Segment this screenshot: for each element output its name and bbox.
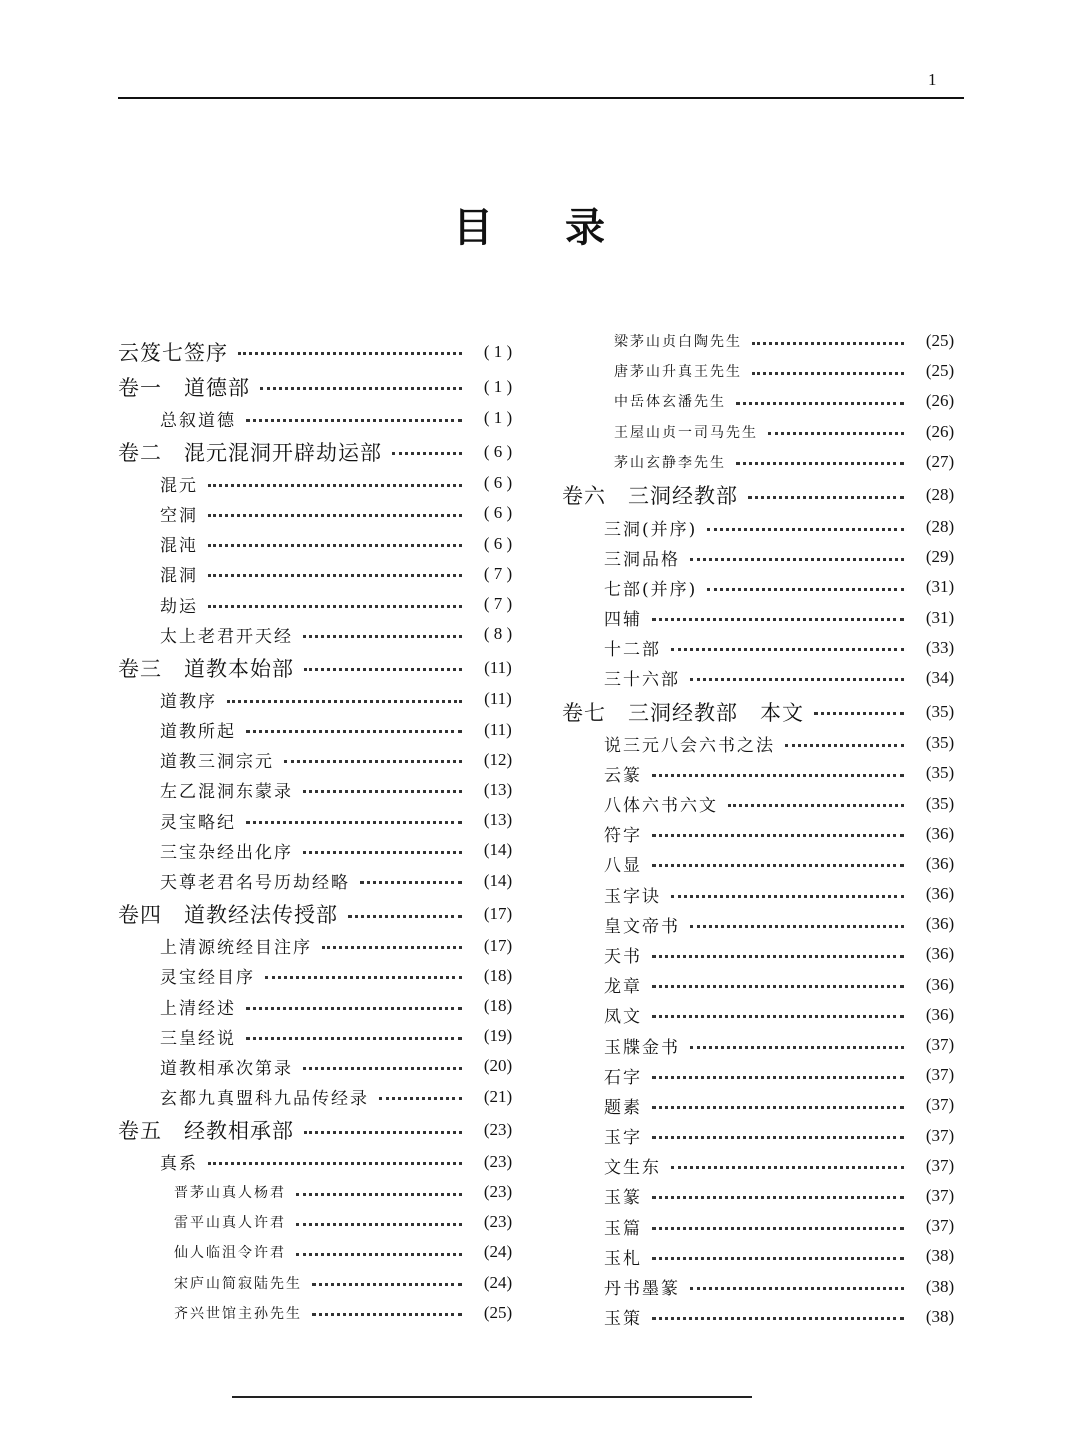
dot-leader [312,1313,462,1316]
toc-entry[interactable] [562,603,966,633]
dot-leader [304,1131,462,1134]
dot-leader [304,668,462,671]
toc-entry-page: (36) [925,1004,955,1024]
toc-entry-page: ( 6 ) [483,533,513,553]
dot-leader [652,1227,904,1230]
toc-entry-label: 宋庐山简寂陆先生 [174,1275,302,1292]
toc-entry-page: (29) [925,547,955,567]
toc-entry-label: 卷六 三洞经教部 [562,484,738,509]
toc-entry-label: 玉篇 [604,1218,642,1239]
toc-entry-label: 八显 [604,856,642,877]
toc-entry-page: ( 7 ) [483,594,513,614]
toc-entry[interactable] [562,1271,966,1301]
toc-entry-label: 混元 [160,475,198,496]
toc-entry-page: (25) [925,331,955,351]
toc-entry[interactable] [562,819,966,849]
toc-entry-label: 左乙混洞东蒙录 [160,782,293,803]
dot-leader [690,678,904,681]
dot-leader [284,760,462,763]
toc-section-entry[interactable] [118,333,524,368]
dot-leader [652,834,904,837]
dot-leader [652,774,904,777]
dot-leader [814,712,904,715]
toc-entry-label: 卷五 经教相承部 [118,1119,294,1144]
toc-entry[interactable] [562,1060,966,1090]
toc-entry[interactable] [562,970,966,1000]
toc-entry-page: (35) [925,763,955,783]
toc-entry-page: (17) [483,904,513,924]
toc-entry-page: (21) [483,1086,513,1106]
toc-entry[interactable] [562,663,966,693]
toc-entry-label: 玉牒金书 [604,1037,680,1058]
dot-leader [748,496,904,499]
toc-entry[interactable] [118,1051,524,1081]
toc-entry-page: (35) [925,793,955,813]
toc-entry-label: 晋茅山真人杨君 [174,1185,286,1202]
toc-entry-label: 石字 [604,1067,642,1088]
toc-entry-label: 仙人临沮令许君 [174,1245,286,1262]
toc-entry-label: 四辅 [604,610,642,631]
toc-entry-label: 云笈七签序 [118,340,228,365]
toc-entry-label: 文生东 [604,1158,661,1179]
toc-entry-page: (31) [925,577,955,597]
toc-entry[interactable] [562,1181,966,1211]
dot-leader [690,925,904,928]
toc-entry-label: 三皇经说 [160,1028,236,1049]
toc-entry-page: (23) [483,1151,513,1171]
toc-entry-page: (37) [925,1216,955,1236]
dot-leader [671,648,904,651]
toc-entry-page: (37) [925,1185,955,1205]
toc-entry[interactable] [562,879,966,909]
toc-entry-label: 卷四 道教经法传授部 [118,903,338,928]
dot-leader [392,452,462,455]
toc-entry[interactable] [562,1302,966,1332]
toc-entry-page: ( 6 ) [483,473,513,493]
toc-entry-page: (37) [925,1125,955,1145]
toc-entry-label: 卷二 混元混洞开辟劫运部 [118,440,382,465]
toc-entry-page: (36) [925,944,955,964]
toc-entry[interactable] [118,715,524,745]
toc-entry[interactable] [562,1151,966,1181]
toc-entry-page: (35) [925,701,955,721]
toc-entry[interactable] [118,529,524,559]
dot-leader [652,1106,904,1109]
dot-leader [785,744,904,747]
toc-entry-label: 道教相承次第录 [160,1058,293,1079]
toc-entry-label: 十二部 [604,640,661,661]
toc-entry[interactable] [118,1021,524,1051]
dot-leader [208,544,462,547]
toc-entry-label: 玉字 [604,1128,642,1149]
page-title: 目录 [453,205,677,251]
toc-entry-page: (37) [925,1155,955,1175]
toc-entry-label: 齐兴世馆主孙先生 [174,1305,302,1322]
toc-entry[interactable] [118,961,524,991]
toc-entry-page: (18) [483,996,513,1016]
toc-entry-page: (36) [925,853,955,873]
toc-entry[interactable] [118,775,524,805]
dot-leader [652,1015,904,1018]
toc-entry[interactable] [562,326,966,356]
toc-entry[interactable] [118,1298,524,1328]
toc-entry-page: ( 8 ) [483,624,513,644]
toc-entry-page: ( 6 ) [483,503,513,523]
toc-entry-page: (14) [483,840,513,860]
toc-entry[interactable] [562,849,966,879]
toc-entry[interactable] [118,991,524,1021]
dot-leader [322,946,462,949]
toc-entry-label: 上清源统经目注序 [160,938,312,959]
toc-entry-label: 玄都九真盟科九品传经录 [160,1089,369,1110]
toc-entry-label: 三宝杂经出化序 [160,842,293,863]
toc-entry[interactable] [118,745,524,775]
toc-entry-page: (23) [483,1182,513,1202]
dot-leader [752,372,904,375]
dot-leader [652,1076,904,1079]
toc-entry-label: 真系 [160,1154,198,1175]
toc-entry-label: 玉篆 [604,1188,642,1209]
toc-entry-page: (12) [483,749,513,769]
toc-entry-label: 三十六部 [604,670,680,691]
dot-leader [265,976,462,979]
toc-entry-label: 茅山玄静李先生 [614,454,726,471]
toc-entry-page: (38) [925,1276,955,1296]
toc-right-column [562,326,966,1332]
dot-leader [671,1166,904,1169]
dot-leader [246,1037,462,1040]
toc-entry-label: 太上老君开天经 [160,626,293,647]
dot-leader [652,1196,904,1199]
toc-entry-label: 卷七 三洞经教部 本文 [562,700,804,725]
dot-leader [296,1223,462,1226]
toc-entry-page: (24) [483,1242,513,1262]
dot-leader [208,605,462,608]
dot-leader [652,864,904,867]
dot-leader [208,1162,462,1165]
toc-entry-page: (11) [484,689,512,709]
dot-leader [652,1257,904,1260]
toc-entry-page: (37) [925,1065,955,1085]
page-number: 1 [928,70,937,89]
dot-leader [690,1046,904,1049]
toc-entry-label: 天尊老君名号历劫经略 [160,873,350,894]
dot-leader [246,730,462,733]
toc-entry-label: 七部(并序) [604,579,698,600]
toc-entry-label: 云篆 [604,765,642,786]
toc-entry[interactable] [562,386,966,416]
dot-leader [238,352,462,355]
toc-section-entry[interactable] [118,368,524,403]
dot-leader [652,955,904,958]
toc-entry-page: (33) [925,637,955,657]
dot-leader [348,915,462,918]
toc-entry[interactable] [118,931,524,961]
toc-entry[interactable] [118,835,524,865]
toc-entry[interactable] [118,805,524,835]
toc-entry-label: 空洞 [160,505,198,526]
toc-entry-label: 道教所起 [160,722,236,743]
toc-entry-page: (13) [483,779,513,799]
toc-entry-page: (36) [925,884,955,904]
toc-section-entry[interactable] [562,477,966,512]
toc-entry-label: 三洞(并序) [604,519,698,540]
dot-leader [752,342,904,345]
toc-entry-page: (23) [483,1212,513,1232]
toc-entry-label: 玉字诀 [604,886,661,907]
header-rule [118,97,964,99]
toc-entry[interactable] [562,417,966,447]
toc-entry-page: (19) [483,1026,513,1046]
toc-entry[interactable] [118,1207,524,1237]
toc-entry-page: (38) [925,1306,955,1326]
toc-entry-label: 道教三洞宗元 [160,752,274,773]
dot-leader [208,574,462,577]
toc-entry[interactable] [562,633,966,663]
toc-section-entry[interactable] [118,433,524,468]
toc-entry[interactable] [562,909,966,939]
toc-entry-label: 天书 [604,946,642,967]
dot-leader [208,514,462,517]
toc-entry-label: 龙章 [604,977,642,998]
toc-entry-label: 雷平山真人许君 [174,1215,286,1232]
toc-entry[interactable] [562,1241,966,1271]
toc-section-entry[interactable] [118,649,524,684]
dot-leader [671,895,904,898]
toc-entry-label: 题素 [604,1097,642,1118]
toc-entry-label: 三洞品格 [604,549,680,570]
toc-entry-label: 丹书墨篆 [604,1279,680,1300]
dot-leader [303,1067,462,1070]
toc-entry[interactable] [118,559,524,589]
toc-entry-page: (35) [925,733,955,753]
toc-entry[interactable] [118,468,524,498]
toc-entry-page: (27) [925,451,955,471]
toc-entry-page: (36) [925,974,955,994]
toc-entry-label: 皇文帝书 [604,916,680,937]
toc-entry-label: 说三元八会六书之法 [604,735,775,756]
toc-entry[interactable] [118,589,524,619]
toc-entry-page: (38) [925,1246,955,1266]
toc-entry-page: (25) [483,1302,513,1322]
toc-entry[interactable] [562,788,966,818]
dot-leader [736,462,904,465]
dot-leader [690,1287,904,1290]
toc-entry-label: 卷三 道教本始部 [118,656,294,681]
toc-entry-label: 玉策 [604,1309,642,1330]
toc-entry-page: ( 6 ) [483,441,513,461]
dot-leader [379,1097,462,1100]
toc-entry-page: (36) [925,914,955,934]
dot-leader [360,881,462,884]
toc-entry-label: 灵宝经目序 [160,968,255,989]
dot-leader [652,1136,904,1139]
dot-leader [303,851,462,854]
toc-entry[interactable] [118,1082,524,1112]
toc-entry-page: (36) [925,823,955,843]
toc-entry-label: 梁茅山贞白陶先生 [614,334,742,351]
toc-left-column [118,333,524,1328]
toc-entry-page: ( 7 ) [483,563,513,583]
toc-entry-page: (14) [483,870,513,890]
toc-entry-label: 道教序 [160,691,217,712]
toc-entry[interactable] [118,865,524,895]
toc-entry-page: (11) [484,719,512,739]
toc-entry-page: (17) [483,935,513,955]
dot-leader [728,804,904,807]
toc-entry-label: 唐茅山升真王先生 [614,364,742,381]
toc-entry[interactable] [562,758,966,788]
toc-entry-label: 玉札 [604,1248,642,1269]
toc-entry-page: (37) [925,1035,955,1055]
toc-entry-page: ( 1 ) [483,341,513,361]
toc-entry[interactable] [562,1211,966,1241]
toc-entry-label: 凤文 [604,1007,642,1028]
toc-section-entry[interactable] [118,896,524,931]
toc-entry[interactable] [118,1147,524,1177]
dot-leader [652,618,904,621]
dot-leader [312,1283,462,1286]
footer-rule [232,1396,752,1398]
toc-entry-label: 八体六书六文 [604,796,718,817]
toc-entry-label: 卷一 道德部 [118,375,250,400]
dot-leader [208,484,462,487]
toc-entry-page: (37) [925,1095,955,1115]
toc-entry[interactable] [118,619,524,649]
dot-leader [707,588,904,591]
toc-entry-page: ( 1 ) [483,376,513,396]
toc-entry[interactable] [562,512,966,542]
toc-entry-page: (31) [925,607,955,627]
dot-leader [652,1317,904,1320]
dot-leader [246,419,462,422]
dot-leader [260,387,462,390]
dot-leader [707,528,904,531]
dot-leader [246,821,462,824]
toc-entry-label: 符字 [604,826,642,847]
dot-leader [296,1193,462,1196]
toc-entry[interactable] [562,447,966,477]
toc-entry[interactable] [562,1121,966,1151]
toc-entry[interactable] [118,684,524,714]
toc-entry-page: (34) [925,667,955,687]
toc-entry-page: (25) [925,361,955,381]
toc-entry-page: (28) [925,485,955,505]
toc-entry[interactable] [562,1030,966,1060]
toc-section-entry[interactable] [118,1112,524,1147]
toc-entry-label: 上清经述 [160,998,236,1019]
toc-entry[interactable] [562,542,966,572]
dot-leader [246,1007,462,1010]
toc-entry-page: (23) [483,1120,513,1140]
toc-entry-page: (28) [925,517,955,537]
toc-entry[interactable] [118,498,524,528]
toc-entry[interactable] [118,1268,524,1298]
toc-entry[interactable] [562,572,966,602]
dot-leader [652,985,904,988]
toc-entry-label: 混洞 [160,566,198,587]
toc-entry-label: 总叙道德 [160,410,236,431]
toc-entry[interactable] [562,1090,966,1120]
toc-entry-label: 中岳体玄潘先生 [614,394,726,411]
dot-leader [768,432,904,435]
toc-entry-page: (20) [483,1056,513,1076]
toc-entry-label: 灵宝略纪 [160,812,236,833]
toc-entry[interactable] [562,728,966,758]
toc-entry[interactable] [118,1237,524,1267]
toc-section-entry[interactable] [562,693,966,728]
dot-leader [303,790,462,793]
toc-entry[interactable] [562,1000,966,1030]
toc-entry-label: 混沌 [160,536,198,557]
toc-entry-label: 劫运 [160,596,198,617]
toc-entry-page: (13) [483,810,513,830]
toc-entry[interactable] [118,403,524,433]
toc-entry-page: ( 1 ) [483,408,513,428]
dot-leader [227,700,462,703]
toc-entry-page: (26) [925,421,955,441]
dot-leader [690,558,904,561]
toc-entry-page: (24) [483,1272,513,1292]
toc-entry-page: (11) [484,657,512,677]
toc-entry[interactable] [562,939,966,969]
toc-entry-page: (18) [483,965,513,985]
dot-leader [296,1253,462,1256]
dot-leader [736,402,904,405]
toc-entry-label: 王屋山贞一司马先生 [614,424,758,441]
dot-leader [303,635,462,638]
toc-entry-page: (26) [925,391,955,411]
toc-entry[interactable] [562,356,966,386]
toc-entry[interactable] [118,1177,524,1207]
